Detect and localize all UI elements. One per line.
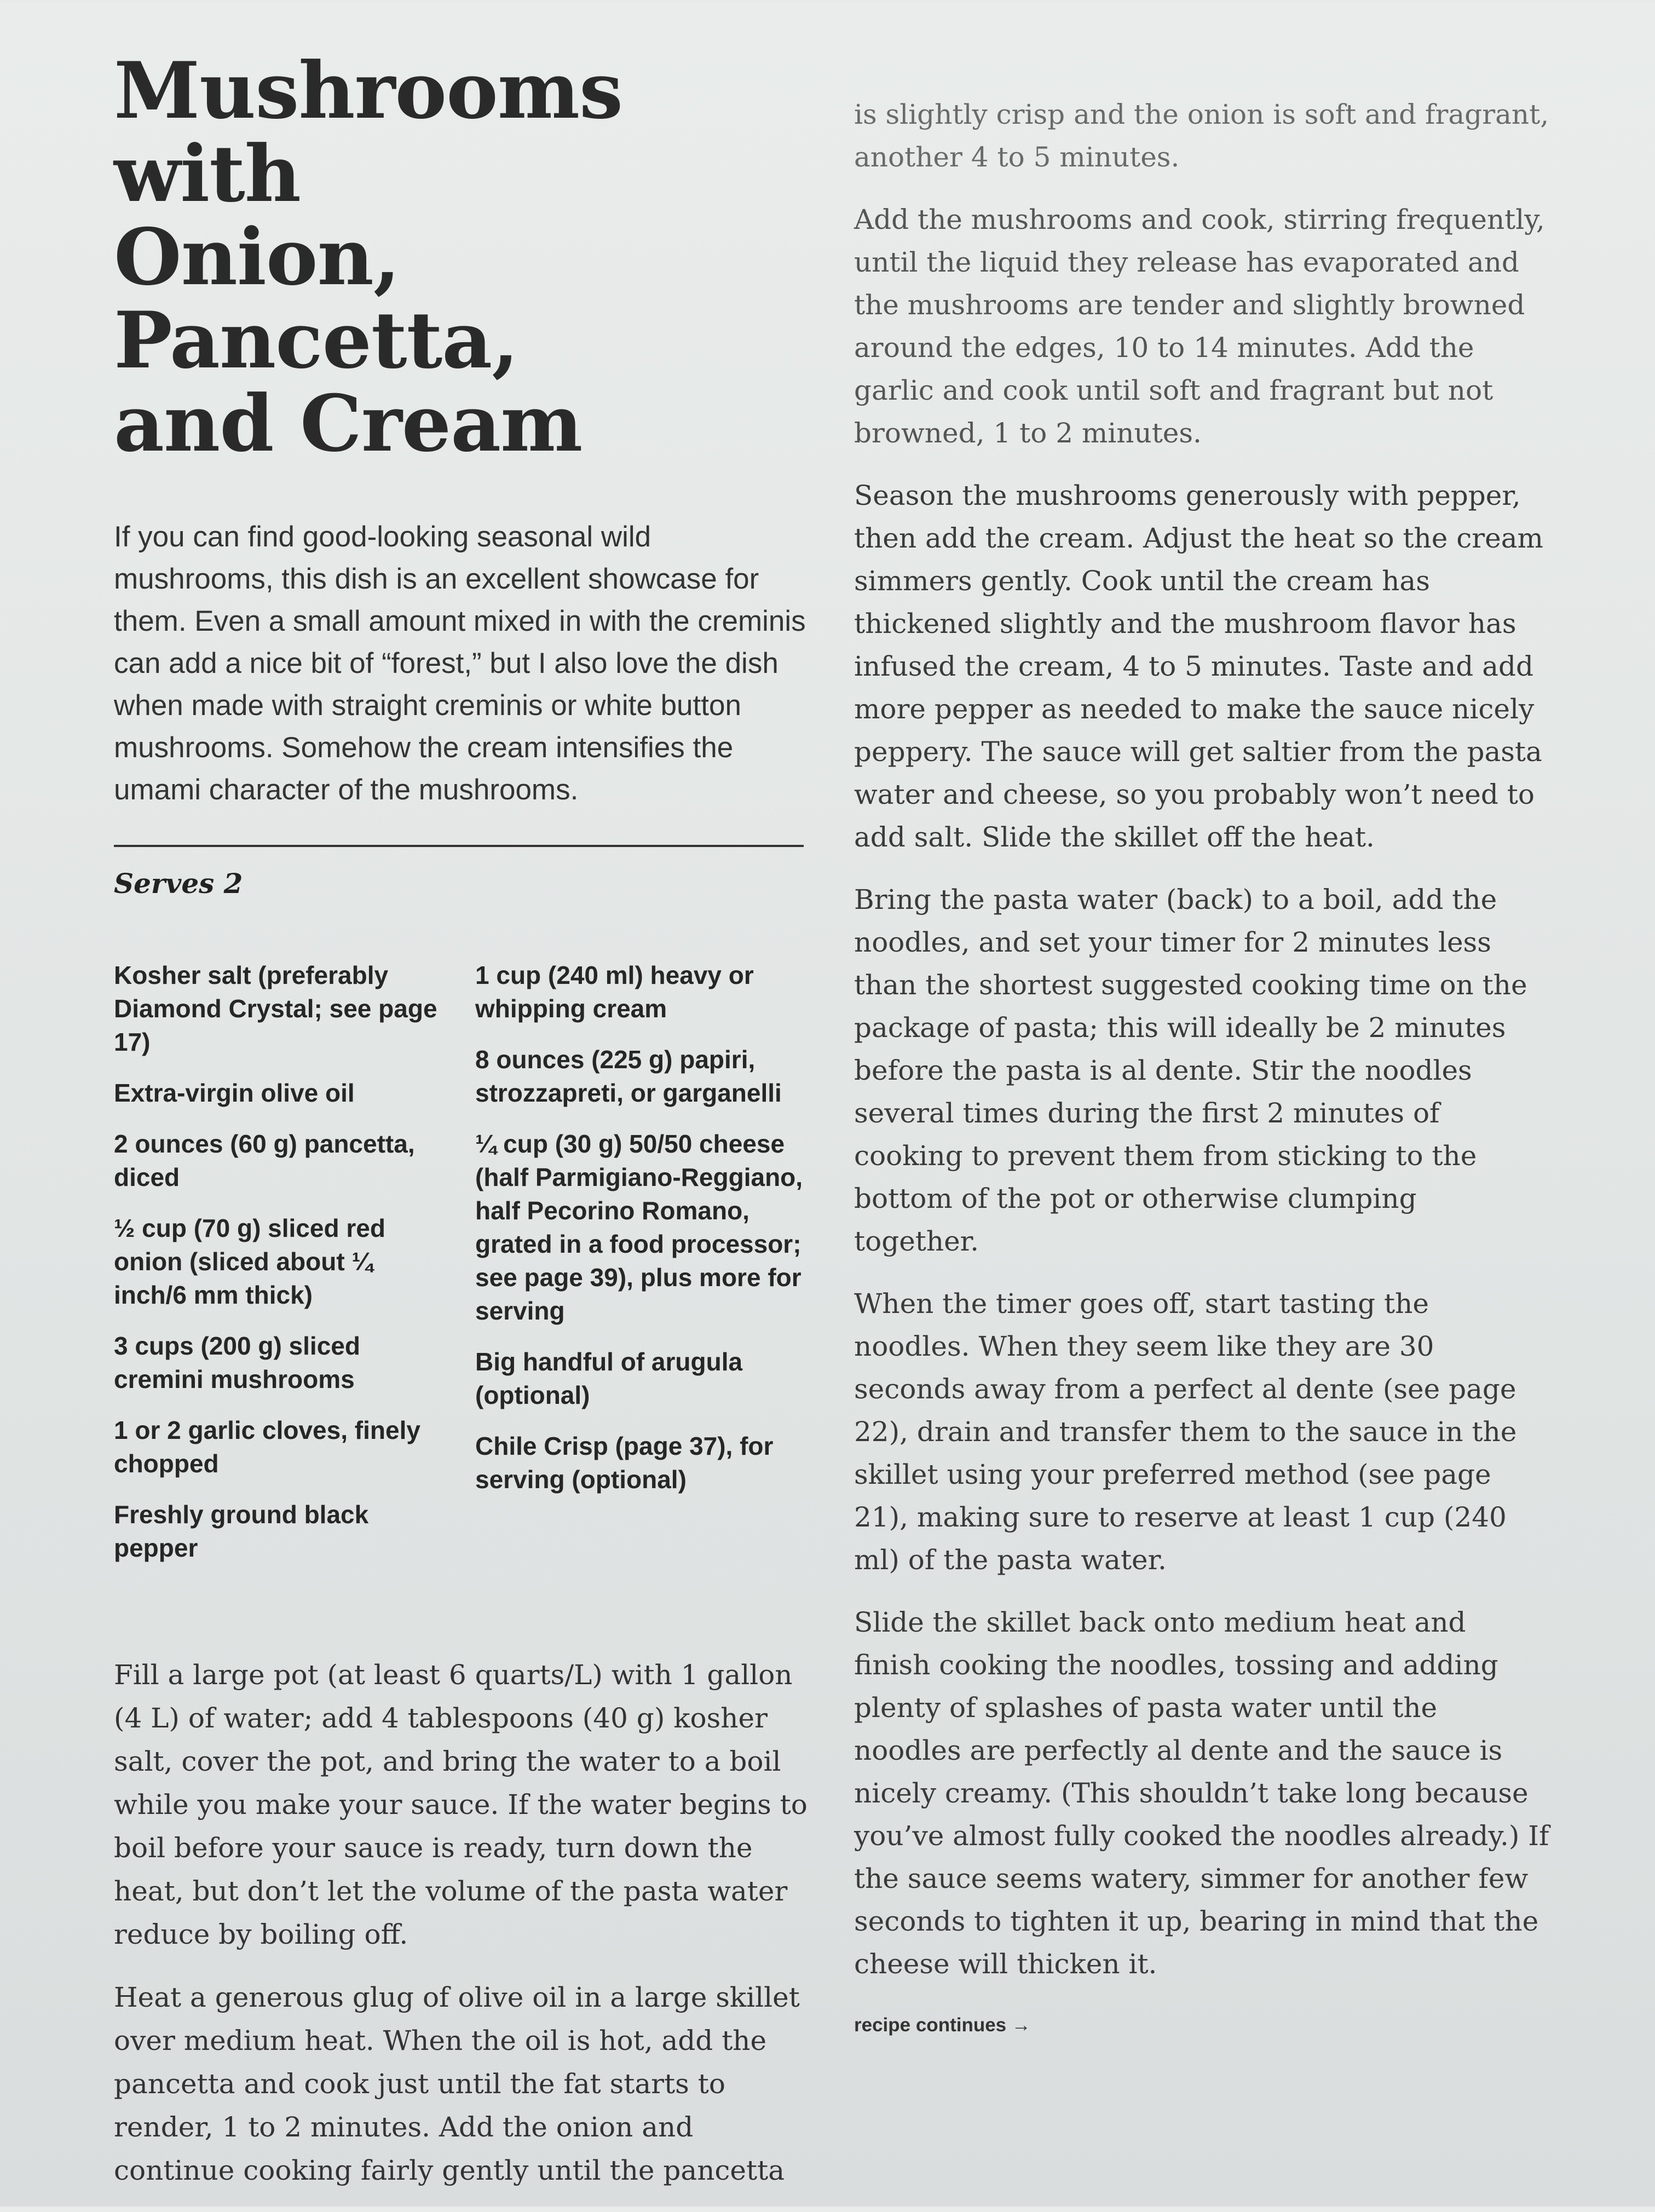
method-step: Season the mushrooms generously with pepper, then add the cream. Adjust the heat so the cream simmers gently. Cook until the cream has thickened slightly and the mushroom flavor has infused the cream, 4 to 5 minutes. Taste and add more pepper as needed to make the sauce nicely peppery. The sauce will get saltier from the pasta water and cheese, so you probably won’t need to add salt. Slide the skillet off the heat. — [854, 480, 1543, 853]
method-step: Heat a generous glug of olive oil in a large skillet over medium heat. When the oil is hot, add the pancetta and cook just until the fat starts to render, 1 to 2 minutes. Add the onion and continue cooking fairly gently until the pancetta — [114, 1981, 800, 2186]
ingredient-item: ½ cup (70 g) sliced red onion (sliced about ¼ inch/6 mm thick) — [114, 1214, 385, 1309]
recipe-continues-note: recipe continues → — [854, 2014, 1031, 2036]
recipe-intro: If you can find good-looking seasonal wild mushrooms, this dish is an excellent showcase for them. Even a small amount mixed in with the creminis can add a nice bit of “forest,” but I also love the dish when made with straight creminis or white button mushrooms. Somehow the cream intensifies the umami character of the mushrooms. — [114, 521, 806, 806]
ingredient-item: 1 or 2 garlic cloves, finely chopped — [114, 1416, 420, 1478]
recipe-title — [114, 45, 809, 469]
ingredient-item: Chile Crisp (page 37), for serving (optional) — [475, 1432, 774, 1494]
method-step: Slide the skillet back onto medium heat and finish cooking the noodles, tossing and adding plenty of splashes of pasta water until the noodles are perfectly al dente and the sauce is nicely creamy. (This shouldn’t take long because you’ve almost fully cooked the noodles already.) If the sauce seems watery, simmer for another few seconds to tighten it up, bearing in mind that the cheese will thicken it. — [854, 1606, 1549, 1980]
method-step: Add the mushrooms and cook, stirring frequently, until the liquid they release has evaporated and the mushrooms are tender and slightly browned around the edges, 10 to 14 minutes. Add the garlic and cook until soft and fragrant but not browned, 1 to 2 minutes. — [854, 204, 1545, 449]
ingredient-item: 1 cup (240 ml) heavy or whipping cream — [475, 961, 754, 1023]
ingredient-item: Big handful of arugula (optional) — [475, 1347, 743, 1409]
serves-label: Serves 2 — [114, 867, 243, 900]
left-column — [114, 45, 809, 2212]
title-line: Mushrooms with — [114, 45, 623, 220]
title-line: and Cream — [114, 378, 583, 469]
ingredients-column-left — [114, 959, 448, 1582]
method-step: Bring the pasta water (back) to a boil, add the noodles, and set your timer for 2 minutes less than the shortest suggested cooking time on the package of pasta; this will ideally be 2 minutes before the pasta is al dente. Stir the noodles several times during the first 2 minutes of cooking to prevent them from sticking to the bottom of the pot or otherwise clumping together. — [854, 884, 1527, 1257]
ingredients-column-right — [475, 959, 809, 1582]
section-divider — [114, 845, 804, 847]
ingredient-item: 3 cups (200 g) sliced cremini mushrooms — [114, 1332, 360, 1393]
ingredient-item: ¼ cup (30 g) 50/50 cheese (half Parmigiano-Reggiano, half Pecorino Romano, grated in a food processor; see page 39), plus more for serving — [475, 1130, 803, 1325]
method-step: is slightly crisp and the onion is soft and fragrant, another 4 to 5 minutes. — [854, 99, 1549, 173]
title-line: Onion, Pancetta, — [114, 212, 518, 386]
right-column — [854, 93, 1549, 2039]
ingredient-item: Kosher salt (preferably Diamond Crystal; see page 17) — [114, 961, 437, 1056]
ingredient-item: 8 ounces (225 g) papiri, strozzapreti, or garganelli — [475, 1045, 782, 1107]
ingredient-item: Freshly ground black pepper — [114, 1500, 369, 1562]
method-step: When the timer goes off, start tasting the noodles. When they seem like they are 30 seconds away from a perfect al dente (see page 22), drain and transfer them to the sauce in the skillet using your preferred method (see page 21), making sure to reserve at least 1 cup (240 ml) of the pasta water. — [854, 1288, 1517, 1576]
method-steps-left — [114, 1654, 809, 2192]
ingredient-item: 2 ounces (60 g) pancetta, diced — [114, 1130, 415, 1191]
ingredient-item: Extra-virgin olive oil — [114, 1079, 355, 1107]
method-step: Fill a large pot (at least 6 quarts/L) with 1 gallon (4 L) of water; add 4 tablespoons (40 g) kosher salt, cover the pot, and bring the water to a boil while you make your sauce. If the water begins to boil before your sauce is ready, turn down the heat, but don’t let the volume of the pasta water reduce by boiling off. — [114, 1659, 808, 1950]
ingredients-list — [114, 959, 809, 1582]
